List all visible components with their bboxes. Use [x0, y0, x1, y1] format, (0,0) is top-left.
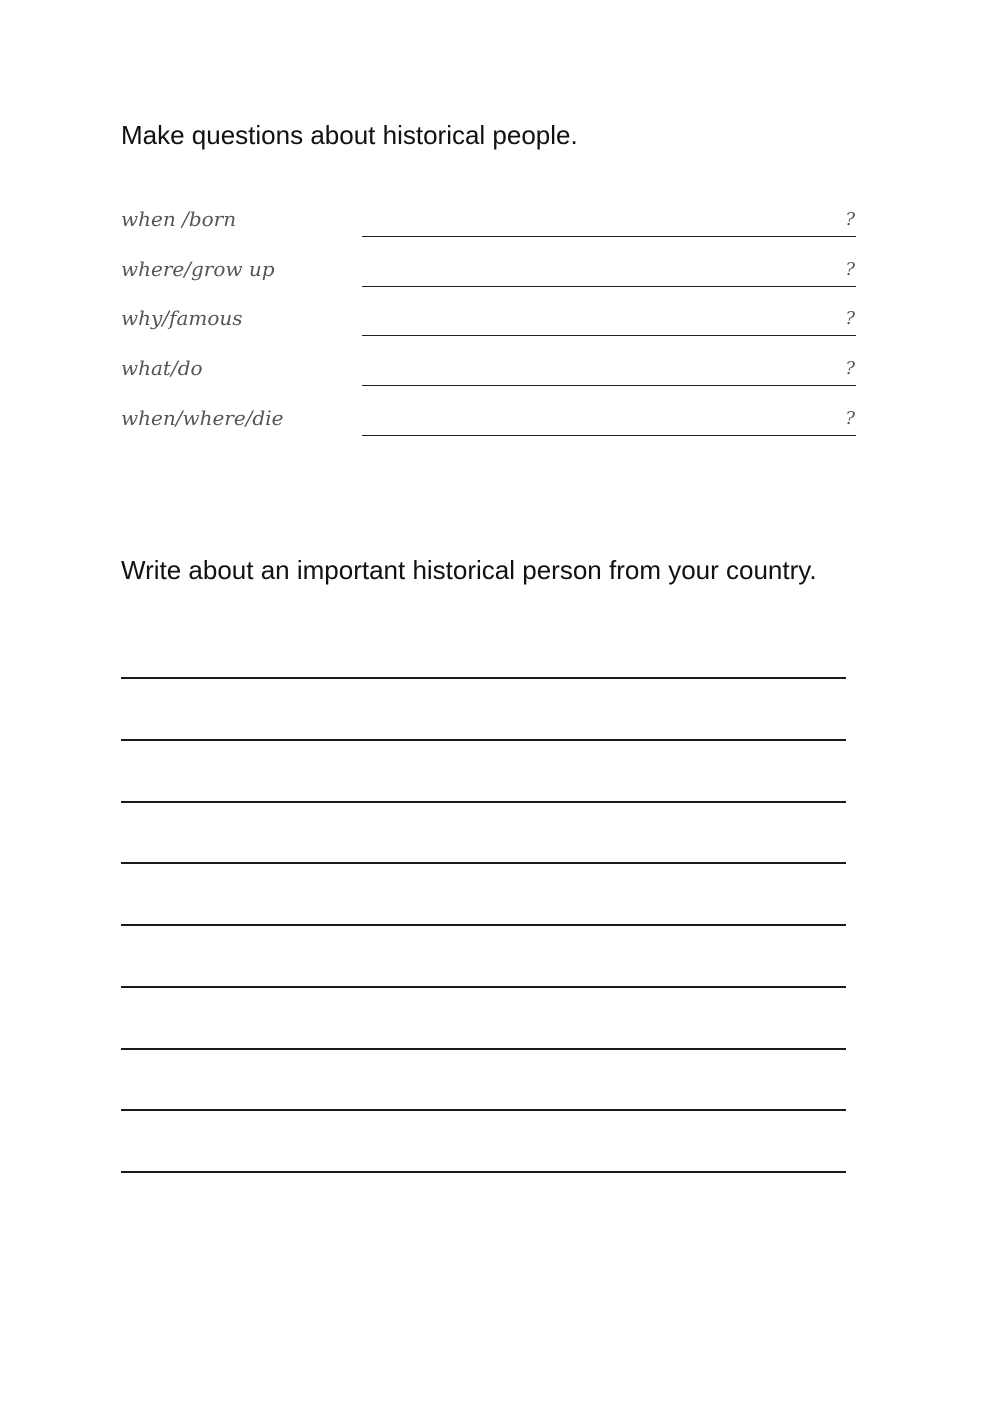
question-answer-field[interactable] [362, 253, 856, 287]
question-prompt: what/do [121, 356, 203, 380]
question-prompt: why/famous [121, 306, 243, 330]
section-1-title: Make questions about historical people. [121, 120, 578, 150]
question-row [121, 201, 857, 241]
writing-line[interactable] [121, 886, 846, 926]
writing-line[interactable] [121, 639, 846, 679]
writing-line[interactable] [121, 701, 846, 741]
question-answer-field[interactable] [362, 352, 856, 386]
question-answer-field[interactable] [362, 402, 856, 436]
question-row [121, 350, 857, 390]
question-row [121, 300, 857, 340]
question-prompt: when /born [121, 207, 237, 231]
question-answer-field[interactable] [362, 203, 856, 237]
question-mark: ? [845, 358, 855, 379]
question-mark: ? [845, 308, 855, 329]
question-mark: ? [845, 209, 855, 230]
section-2-title: Write about an important historical person from your country. [121, 555, 817, 585]
writing-line[interactable] [121, 1071, 846, 1111]
writing-line[interactable] [121, 763, 846, 803]
writing-line[interactable] [121, 1010, 846, 1050]
question-mark: ? [845, 408, 855, 429]
writing-line[interactable] [121, 948, 846, 988]
question-mark: ? [845, 259, 855, 280]
question-prompt: where/grow up [121, 257, 275, 281]
question-prompt: when/where/die [121, 406, 284, 430]
writing-line[interactable] [121, 824, 846, 864]
question-row [121, 251, 857, 291]
question-answer-field[interactable] [362, 302, 856, 336]
writing-line[interactable] [121, 1133, 846, 1173]
question-row [121, 400, 857, 440]
